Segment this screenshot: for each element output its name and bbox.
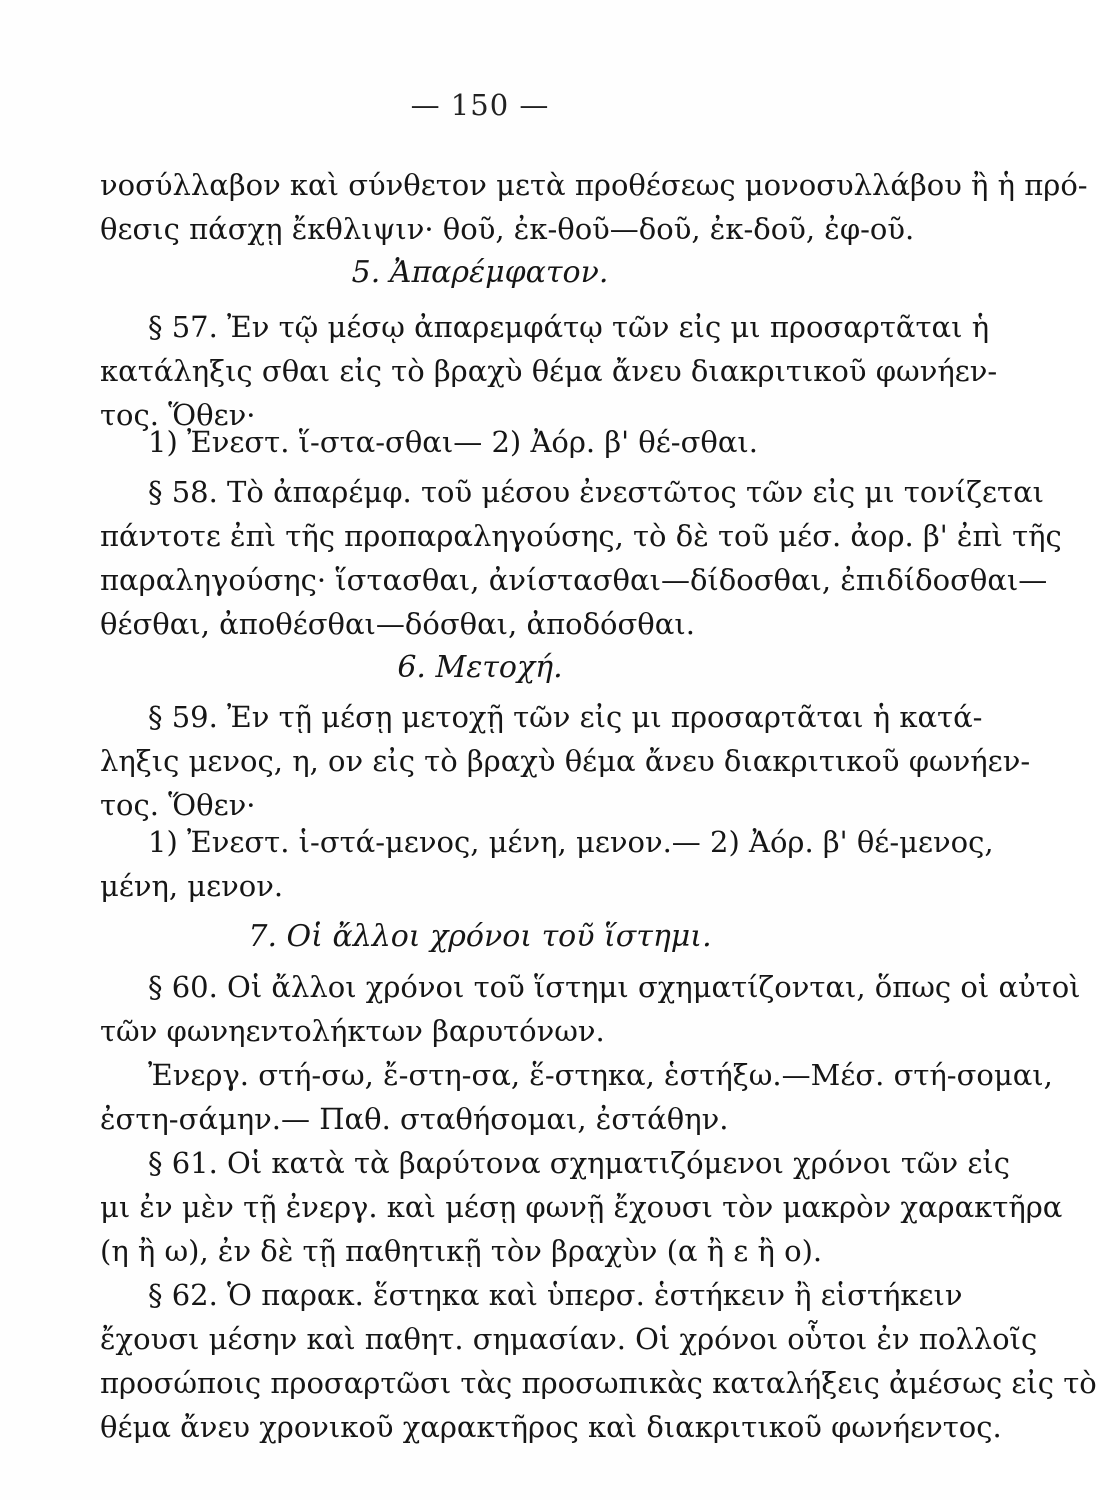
example-line: 1) Ἐνεστ. ἱ-στά-μενος, μένη, μενον.— 2) Ἀόρ. β' θέ-μενος, xyxy=(148,825,994,859)
text-line: νοσύλλαβον καὶ σύνθετον μετὰ προθέσεως μονοσυλλάβου ἢ ἡ πρό- xyxy=(100,168,1088,202)
text-line: θέσθαι, ἀποθέσθαι—δόσθαι, ἀποδόσθαι. xyxy=(100,607,695,641)
paragraph-62-line: § 62. Ὁ παρακ. ἕστηκα καὶ ὑπερσ. ἑστήκειν ἢ εἱστήκειν xyxy=(148,1278,963,1312)
example-line: Ἐνεργ. στή-σω, ἔ-στη-σα, ἕ-στηκα, ἑστήξω.—Μέσ. στή-σομαι, xyxy=(148,1058,1053,1092)
section-heading-other-tenses: 7. Οἱ ἄλλοι χρόνοι τοῦ ἵστημι. xyxy=(248,919,712,954)
text-line: μι ἐν μὲν τῇ ἐνεργ. καὶ μέσῃ φωνῇ ἔχουσι τὸν μακρὸν χαρακτῆρα xyxy=(100,1190,1063,1224)
text-line: μένη, μενον. xyxy=(100,869,284,903)
text-line: θέμα ἄνευ χρονικοῦ χαρακτῆρος καὶ διακριτικοῦ φωνήεντος. xyxy=(100,1410,1002,1444)
text-line: ἐστη-σάμην.— Παθ. σταθήσομαι, ἐστάθην. xyxy=(100,1102,729,1136)
paragraph-59-line: § 59. Ἐν τῇ μέσῃ μετοχῇ τῶν εἰς μι προσαρτᾶται ἡ κατά- xyxy=(148,700,983,734)
text-line: ληξις μενος, η, ον εἰς τὸ βραχὺ θέμα ἄνευ διακριτικοῦ φωνήεν- xyxy=(100,744,1031,778)
text-line: θεσις πάσχῃ ἔκθλιψιν· θοῦ, ἐκ-θοῦ—δοῦ, ἐκ-δοῦ, ἐφ-οῦ. xyxy=(100,212,915,246)
text-line: τος. Ὅθεν· xyxy=(100,788,256,822)
paragraph-58-line: § 58. Τὸ ἀπαρέμφ. τοῦ μέσου ἐνεστῶτος τῶν εἰς μι τονίζεται xyxy=(148,475,1045,509)
text-line: πάντοτε ἐπὶ τῆς προπαραληγούσης, τὸ δὲ τοῦ μέσ. ἀορ. β' ἐπὶ τῆς xyxy=(100,519,1062,553)
example-line: 1) Ἐνεστ. ἵ-στα-σθαι— 2) Ἀόρ. β' θέ-σθαι. xyxy=(148,425,759,459)
text-line: κατάληξις σθαι εἰς τὸ βραχὺ θέμα ἄνευ διακριτικοῦ φωνήεν- xyxy=(100,354,998,388)
paragraph-57-line: § 57. Ἐν τῷ μέσῳ ἀπαρεμφάτῳ τῶν εἰς μι προσαρτᾶται ἡ xyxy=(148,310,990,344)
section-heading-infinitive: 5. Ἀπαρέμφατον. xyxy=(351,255,609,290)
text-line: ἔχουσι μέσην καὶ παθητ. σημασίαν. Οἱ χρόνοι οὗτοι ἐν πολλοῖς xyxy=(100,1322,1038,1356)
text-line: τῶν φωνηεντολήκτων βαρυτόνων. xyxy=(100,1014,605,1048)
paragraph-60-line: § 60. Οἱ ἄλλοι χρόνοι τοῦ ἵστημι σχηματίζονται, ὅπως οἱ αὐτοὶ xyxy=(148,970,1081,1004)
page-number: — 150 — xyxy=(410,88,550,122)
text-line: (η ἢ ω), ἐν δὲ τῇ παθητικῇ τὸν βραχὺν (α ἢ ε ἢ ο). xyxy=(100,1234,823,1268)
text-line: προσώποις προσαρτῶσι τὰς προσωπικὰς καταλήξεις ἀμέσως εἰς τὸ xyxy=(100,1366,1097,1400)
text-line: παραληγούσης· ἵστασθαι, ἀνίστασθαι—δίδοσθαι, ἐπιδίδοσθαι— xyxy=(100,563,1048,597)
paragraph-61-line: § 61. Οἱ κατὰ τὰ βαρύτονα σχηματιζόμενοι χρόνοι τῶν εἰς xyxy=(148,1146,1011,1180)
text-line: τος. Ὅθεν· xyxy=(100,398,256,432)
section-heading-participle: 6. Μετοχή. xyxy=(397,650,563,685)
